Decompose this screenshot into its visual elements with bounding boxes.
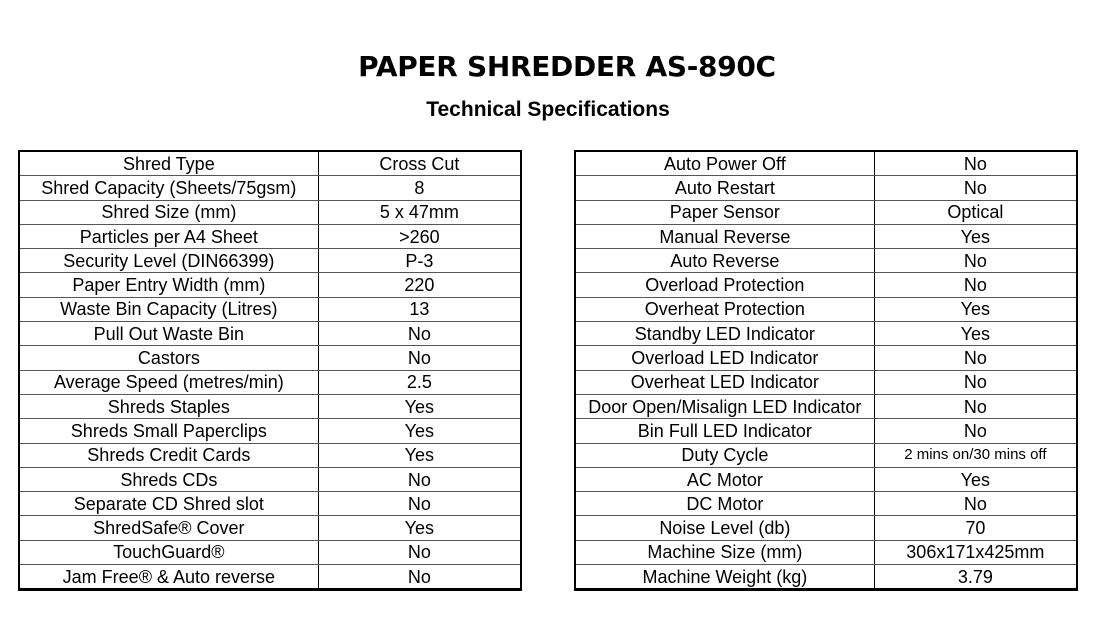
spec-label: Shreds Credit Cards bbox=[19, 443, 318, 467]
spec-row bbox=[19, 565, 521, 590]
spec-value: P-3 bbox=[318, 249, 521, 273]
spec-row bbox=[575, 176, 1077, 200]
spec-value: Yes bbox=[318, 394, 521, 418]
spec-value: Yes bbox=[318, 443, 521, 467]
spec-value: No bbox=[318, 322, 521, 346]
spec-value: No bbox=[874, 151, 1077, 176]
spec-value: Yes bbox=[874, 224, 1077, 248]
spec-value: No bbox=[874, 249, 1077, 273]
spec-value: 2.5 bbox=[318, 370, 521, 394]
spec-value: 3.79 bbox=[874, 565, 1077, 590]
spec-row bbox=[19, 273, 521, 297]
spec-row bbox=[19, 151, 521, 176]
spec-label: Bin Full LED Indicator bbox=[575, 419, 874, 443]
spec-value: >260 bbox=[318, 224, 521, 248]
spec-label: Duty Cycle bbox=[575, 443, 874, 467]
document-subtitle: Technical Specifications bbox=[426, 98, 670, 121]
spec-label: Overload LED Indicator bbox=[575, 346, 874, 370]
spec-row bbox=[575, 443, 1077, 467]
spec-value: 5 x 47mm bbox=[318, 200, 521, 224]
spec-value: No bbox=[874, 176, 1077, 200]
spec-table-left bbox=[18, 150, 522, 591]
spec-value: Optical bbox=[874, 200, 1077, 224]
spec-value: No bbox=[874, 419, 1077, 443]
spec-value: Yes bbox=[318, 516, 521, 540]
spec-value: 70 bbox=[874, 516, 1077, 540]
spec-label: Door Open/Misalign LED Indicator bbox=[575, 394, 874, 418]
spec-row bbox=[19, 200, 521, 224]
spec-value: No bbox=[318, 540, 521, 564]
spec-row bbox=[575, 370, 1077, 394]
spec-label: Overheat Protection bbox=[575, 297, 874, 321]
spec-label: Shreds CDs bbox=[19, 467, 318, 491]
spec-row bbox=[575, 516, 1077, 540]
spec-row bbox=[19, 322, 521, 346]
spec-value: No bbox=[874, 346, 1077, 370]
spec-label: Jam Free® & Auto reverse bbox=[19, 565, 318, 590]
spec-label: Machine Weight (kg) bbox=[575, 565, 874, 590]
spec-row bbox=[19, 467, 521, 491]
spec-value: No bbox=[318, 565, 521, 590]
spec-label: DC Motor bbox=[575, 492, 874, 516]
spec-label: Security Level (DIN66399) bbox=[19, 249, 318, 273]
spec-label: Auto Reverse bbox=[575, 249, 874, 273]
spec-label: Castors bbox=[19, 346, 318, 370]
spec-label: Auto Power Off bbox=[575, 151, 874, 176]
spec-value: No bbox=[318, 346, 521, 370]
spec-row bbox=[19, 419, 521, 443]
spec-label: Auto Restart bbox=[575, 176, 874, 200]
spec-row bbox=[19, 346, 521, 370]
spec-value: Yes bbox=[874, 322, 1077, 346]
spec-value: 13 bbox=[318, 297, 521, 321]
spec-value: Cross Cut bbox=[318, 151, 521, 176]
spec-value: No bbox=[318, 467, 521, 491]
spec-row bbox=[575, 151, 1077, 176]
spec-label: Overheat LED Indicator bbox=[575, 370, 874, 394]
spec-value: 306x171x425mm bbox=[874, 540, 1077, 564]
spec-value: 220 bbox=[318, 273, 521, 297]
spec-label: ShredSafe® Cover bbox=[19, 516, 318, 540]
spec-row bbox=[575, 346, 1077, 370]
spec-value: Yes bbox=[318, 419, 521, 443]
spec-value: Yes bbox=[874, 297, 1077, 321]
spec-label: Separate CD Shred slot bbox=[19, 492, 318, 516]
spec-value: No bbox=[874, 370, 1077, 394]
spec-label: Pull Out Waste Bin bbox=[19, 322, 318, 346]
spec-value: Yes bbox=[874, 467, 1077, 491]
spec-row bbox=[575, 200, 1077, 224]
spec-row bbox=[575, 565, 1077, 590]
spec-label: AC Motor bbox=[575, 467, 874, 491]
spec-row bbox=[575, 297, 1077, 321]
spec-value: No bbox=[874, 394, 1077, 418]
spec-label: Shreds Staples bbox=[19, 394, 318, 418]
spec-row bbox=[19, 492, 521, 516]
spec-label: Machine Size (mm) bbox=[575, 540, 874, 564]
spec-row bbox=[575, 273, 1077, 297]
spec-label: TouchGuard® bbox=[19, 540, 318, 564]
spec-label: Particles per A4 Sheet bbox=[19, 224, 318, 248]
spec-label: Shred Capacity (Sheets/75gsm) bbox=[19, 176, 318, 200]
spec-label: Average Speed (metres/min) bbox=[19, 370, 318, 394]
spec-row bbox=[19, 370, 521, 394]
spec-value: No bbox=[874, 273, 1077, 297]
spec-label: Shreds Small Paperclips bbox=[19, 419, 318, 443]
spec-label: Manual Reverse bbox=[575, 224, 874, 248]
spec-label: Shred Size (mm) bbox=[19, 200, 318, 224]
spec-row bbox=[19, 176, 521, 200]
spec-row bbox=[19, 224, 521, 248]
spec-value: No bbox=[318, 492, 521, 516]
spec-value: 2 mins on/30 mins off bbox=[874, 443, 1077, 467]
spec-row bbox=[19, 297, 521, 321]
spec-label: Shred Type bbox=[19, 151, 318, 176]
spec-label: Waste Bin Capacity (Litres) bbox=[19, 297, 318, 321]
spec-row bbox=[575, 467, 1077, 491]
spec-row bbox=[575, 394, 1077, 418]
spec-value: 8 bbox=[318, 176, 521, 200]
spec-row bbox=[575, 322, 1077, 346]
spec-row bbox=[575, 249, 1077, 273]
spec-row bbox=[575, 540, 1077, 564]
spec-value: No bbox=[874, 492, 1077, 516]
spec-label: Paper Sensor bbox=[575, 200, 874, 224]
spec-row bbox=[575, 419, 1077, 443]
spec-row bbox=[19, 516, 521, 540]
spec-row bbox=[575, 492, 1077, 516]
spec-row bbox=[19, 249, 521, 273]
spec-label: Overload Protection bbox=[575, 273, 874, 297]
document-title: PAPER SHREDDER AS-890C bbox=[358, 50, 776, 83]
spec-table-right bbox=[574, 150, 1078, 591]
spec-label: Paper Entry Width (mm) bbox=[19, 273, 318, 297]
spec-row bbox=[575, 224, 1077, 248]
spec-row bbox=[19, 394, 521, 418]
spec-label: Standby LED Indicator bbox=[575, 322, 874, 346]
spec-row bbox=[19, 540, 521, 564]
spec-row bbox=[19, 443, 521, 467]
spec-label: Noise Level (db) bbox=[575, 516, 874, 540]
